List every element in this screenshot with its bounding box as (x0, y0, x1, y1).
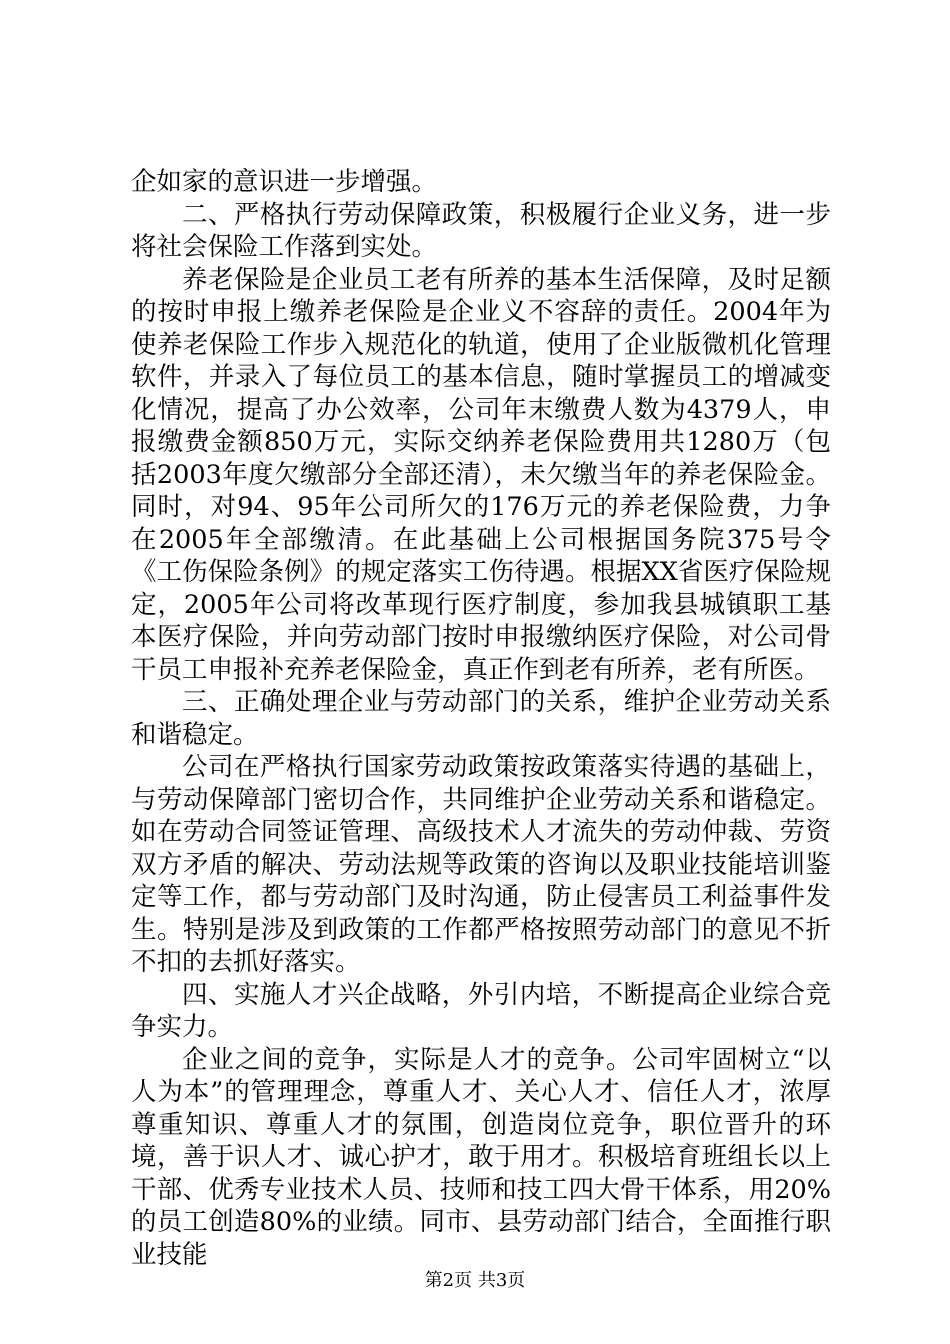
section-heading-3: 三、正确处理企业与劳动部门的关系，维护企业劳动关系和谐稳定。 (131, 687, 831, 750)
paragraph-talent-strategy: 企业之间的竞争，实际是人才的竞争。公司牢固树立“以人为本”的管理理念，尊重人才、关心人才、信任人才，浓厚尊重知识、尊重人才的氛围，创造岗位竞争，职位晋升的环境，善于识人才、诚心护才，敢于用才。积极培育班组长以上干部、优秀专业技术人员、技师和技工四大骨干体系，用20%的员工创造80%的业绩。同市、县劳动部门结合，全面推行职业技能 (131, 1044, 831, 1270)
section-heading-4: 四、实施人才兴企战略，外引内培，不断提高企业综合竞争实力。 (131, 979, 831, 1042)
paragraph-pension-insurance: 养老保险是企业员工老有所养的基本生活保障，及时足额的按时申报上缴养老保险是企业义不容辞的责任。2004年为使养老保险工作步入规范化的轨道，使用了企业版微机化管理软件，并录入了每位员工的基本信息，随时掌握员工的增减变化情况，提高了办公效率，公司年末缴费人数为4379人，申报缴费金额850万元，实际交纳养老保险费用共1280万（包括2003年度欠缴部分全部还清），未欠缴当年的养老保险金。同时，对94、95年公司所欠的176万元的养老保险费，力争在2005年全部缴清。在此基础上公司根据国务院375号令《工伤保险条例》的规定落实工伤待遇。根据XX省医疗保险规定，2005年公司将改革现行医疗制度，参加我县城镇职工基本医疗保险，并向劳动部门按时申报缴纳医疗保险，对公司骨干员工申报补充养老保险金，真正作到老有所养，老有所医。 (131, 264, 831, 685)
section-heading-2: 二、严格执行劳动保障政策，积极履行企业义务，进一步将社会保险工作落到实处。 (131, 199, 831, 262)
paragraph-continuation: 企如家的意识进一步增强。 (131, 167, 438, 197)
page-footer: 第2页 共3页 (424, 1270, 526, 1291)
document-body (131, 166, 831, 1271)
paragraph-labor-relations: 公司在严格执行国家劳动政策按政策落实待遇的基础上，与劳动保障部门密切合作，共同维护企业劳动关系和谐稳定。如在劳动合同签证管理、高级技术人才流失的劳动仲裁、劳资双方矛盾的解决、劳动法规等政策的咨询以及职业技能培训鉴定等工作，都与劳动部门及时沟通，防止侵害员工利益事件发生。特别是涉及到政策的工作都严格按照劳动部门的意见不折不扣的去抓好落实。 (131, 752, 831, 977)
